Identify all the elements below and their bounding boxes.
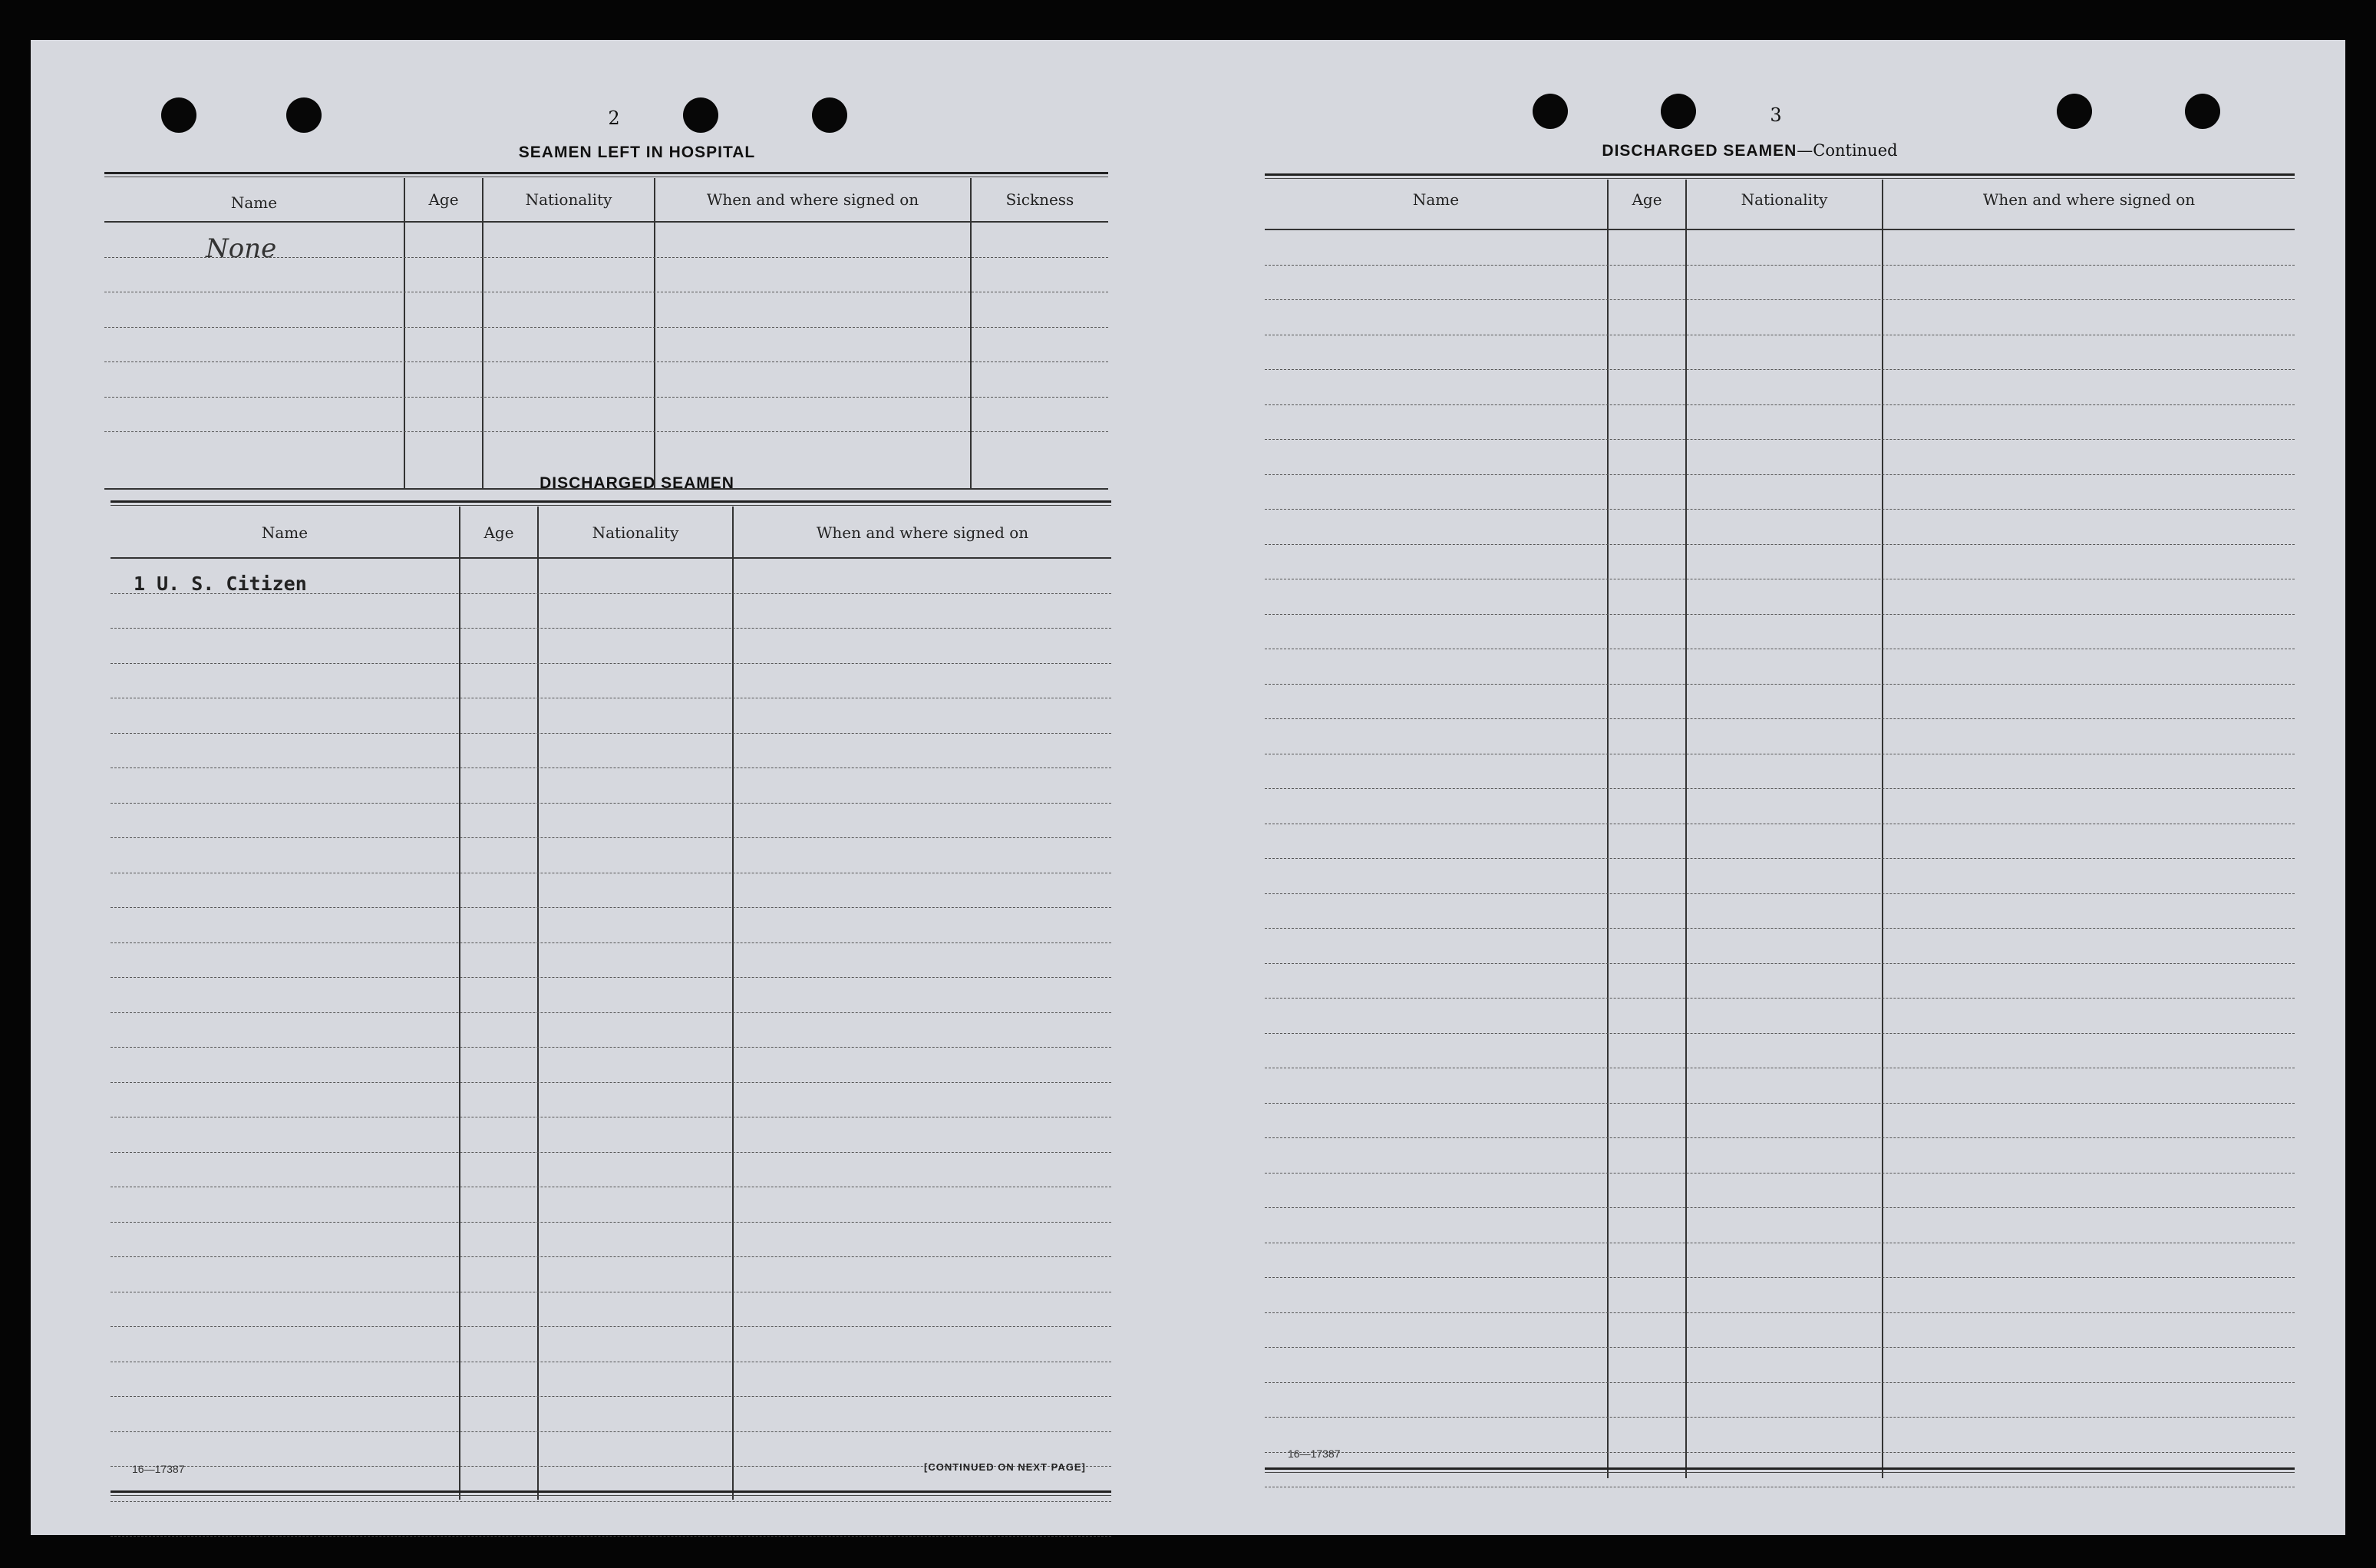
punch-hole: [812, 97, 847, 133]
discharged-continued-title: [1550, 141, 1949, 160]
punch-hole: [2057, 94, 2092, 129]
typed-entry: 1 U. S. Citizen: [134, 573, 307, 595]
title-main: DISCHARGED SEAMEN: [1602, 142, 1797, 160]
column-header-name: Name: [1412, 190, 1460, 209]
punch-hole: [2185, 94, 2220, 129]
punch-hole: [1661, 94, 1696, 129]
page-number-left: 2: [608, 107, 620, 129]
discharged-continued-table: [1265, 173, 2295, 1478]
punch-hole: [1533, 94, 1568, 129]
column-header-age: Age: [428, 190, 459, 209]
column-header-signed-on: When and where signed on: [1982, 190, 2196, 209]
form-number-right: 16—17387: [1288, 1448, 1341, 1460]
document-sheet: [31, 40, 2345, 1535]
hospital-table: [104, 172, 1108, 490]
column-header-nationality: Nationality: [1741, 190, 1828, 209]
column-header-signed-on: When and where signed on: [816, 523, 1029, 542]
discharged-title: DISCHARGED SEAMEN: [540, 474, 734, 492]
column-header-nationality: Nationality: [525, 190, 612, 209]
punch-hole: [683, 97, 718, 133]
title-continued: —Continued: [1797, 141, 1898, 160]
page-number-right: 3: [1770, 104, 1782, 126]
hospital-title: SEAMEN LEFT IN HOSPITAL: [518, 144, 756, 161]
column-header-name: Name: [230, 193, 278, 212]
punch-hole: [286, 97, 322, 133]
punch-hole: [161, 97, 196, 133]
discharged-table: [111, 500, 1111, 1507]
continued-note: [CONTINUED ON NEXT PAGE]: [924, 1461, 1086, 1473]
column-header-nationality: Nationality: [592, 523, 679, 542]
handwritten-entry: None: [206, 233, 277, 264]
column-header-name: Name: [261, 523, 309, 542]
column-header-age: Age: [483, 523, 514, 542]
form-number-left: 16—17387: [132, 1463, 185, 1475]
column-header-signed-on: When and where signed on: [706, 190, 919, 209]
column-header-age: Age: [1632, 190, 1662, 209]
column-header-sickness: Sickness: [1005, 190, 1074, 209]
